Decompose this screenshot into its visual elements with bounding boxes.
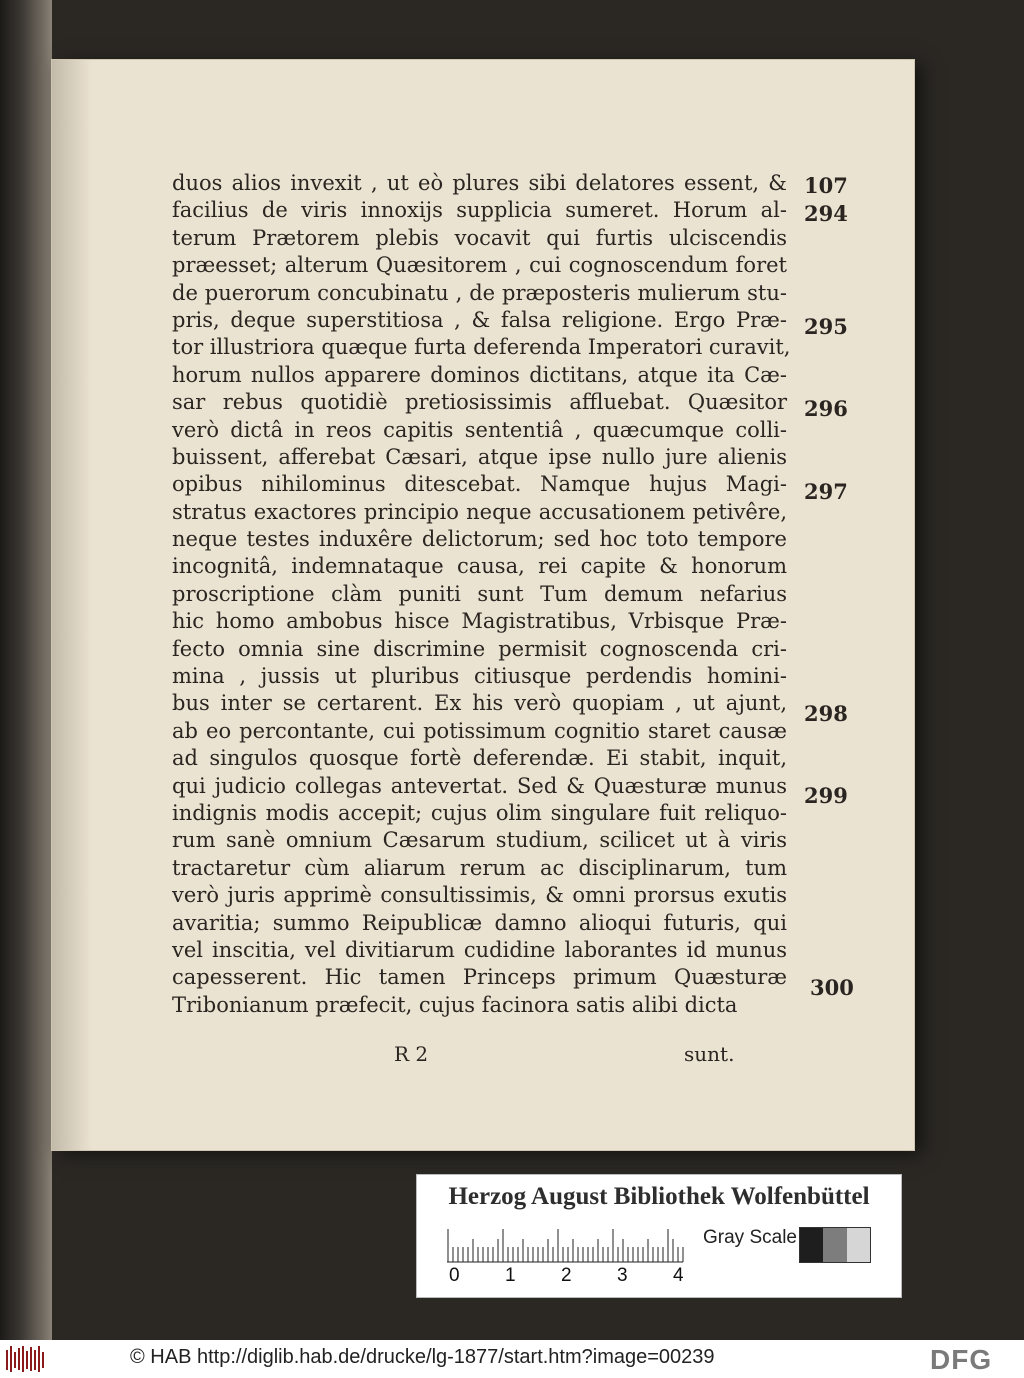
text-line: pris, deque superstitiosa , & falsa religione. Ergo Præ- <box>172 307 787 332</box>
footer-bar <box>0 1340 1024 1378</box>
text-line: tractaretur cùm aliarum rerum ac disciplinarum, tum <box>172 855 787 880</box>
page-footer <box>52 1042 914 1072</box>
ruler-label: 0 <box>449 1265 460 1286</box>
ruler-label: 1 <box>505 1265 516 1286</box>
text-line: facilius de viris innoxijs supplicia sumeret. Horum al- <box>172 198 787 223</box>
text-line: fecto omnia sine discrimine permisit cognoscenda cri- <box>172 636 787 661</box>
grayscale-label: Gray Scale <box>703 1227 797 1248</box>
margin-number: 298 <box>804 701 848 726</box>
gray-patch-dark <box>800 1228 823 1262</box>
text-line: rum sanè omnium Cæsarum studium, scilicet ut à viris <box>172 828 787 853</box>
text-line: buissent, afferebat Cæsari, atque ipse nullo jure alienis <box>172 444 787 469</box>
text-line: Tribonianum præfecit, cujus facinora satis alibi dicta <box>172 992 738 1017</box>
text-line: horum nullos apparere dominos dictitans, atque ita Cæ- <box>172 362 787 387</box>
text-line: capesserent. Hic tamen Princeps primum Quæsturæ <box>172 965 787 990</box>
text-line: præesset; alterum Quæsitorem , cui cognoscendum foret <box>172 253 787 278</box>
ruler-label: 4 <box>673 1265 684 1286</box>
gray-patch-light <box>847 1228 870 1262</box>
gray-patch-mid <box>823 1228 846 1262</box>
margin-number: 299 <box>804 783 848 808</box>
text-line: incognitâ, indemnataque causa, rei capite & honorum <box>172 554 787 579</box>
margin-number: 294 <box>804 201 848 226</box>
ruler-labels <box>447 1265 707 1289</box>
ruler-label: 2 <box>561 1265 572 1286</box>
text-line: vel inscitia, vel divitiarum cudidine laborantes id munus <box>172 937 787 962</box>
text-line: terum Prætorem plebis vocavit qui furtis ulciscendis <box>172 225 787 250</box>
text-line: opibus nihilominus ditescebat. Namque hujus Magi- <box>172 472 787 497</box>
margin-number: 300 <box>810 975 854 1000</box>
book-page <box>52 60 914 1150</box>
book-gutter <box>0 0 52 1340</box>
barcode-icon <box>6 1346 46 1372</box>
margin-number: 107 <box>804 173 848 198</box>
copyright-link[interactable]: © HAB http://diglib.hab.de/drucke/lg-1877/start.htm?image=00239 <box>130 1346 715 1368</box>
signature-mark: R 2 <box>394 1042 429 1066</box>
text-line: hic homo ambobus hisce Magistratibus, Vrbisque Præ- <box>172 609 787 634</box>
page-text <box>172 170 791 1019</box>
margin-number: 296 <box>804 396 848 421</box>
text-line: tor illustriora quæque furta deferenda Imperatori curavit, <box>172 335 791 360</box>
text-line: indignis modis accepit; cujus olim singulare fuit reliquo- <box>172 800 787 825</box>
text-line: de puerorum concubinatu , de præposteris mulierum stu- <box>172 280 787 305</box>
margin-number: 297 <box>804 479 848 504</box>
text-line: verò dictâ in reos capitis sententiâ , quæcumque colli- <box>172 417 787 442</box>
margin-number: 295 <box>804 314 848 339</box>
text-line: stratus exactores principio neque accusationem petivêre, <box>172 499 787 524</box>
text-line: ab eo percontante, cui potissimum cognitio staret causæ <box>172 718 787 743</box>
text-line: bus inter se certarent. Ex his verò quopiam , ut ajunt, <box>172 691 787 716</box>
text-line: qui judicio collegas antevertat. Sed & Quæsturæ munus <box>172 773 787 798</box>
ruler-label: 3 <box>617 1265 628 1286</box>
text-line: ad singulos quosque fortè deferendæ. Ei stabit, inquit, <box>172 746 787 771</box>
text-line: duos alios invexit , ut eò plures sibi delatores essent, & <box>172 171 787 195</box>
catchword: sunt. <box>684 1042 735 1066</box>
text-line: verò juris apprimè consultissimis, & omni prorsus exutis <box>172 883 787 908</box>
text-line: sar rebus quotidiè pretiosissimis affluebat. Quæsitor <box>172 390 787 415</box>
text-line: avaritia; summo Reipublicæ damno alioqui futuris, qui <box>172 910 787 935</box>
library-name: Herzog August Bibliothek Wolfenbüttel <box>448 1183 870 1210</box>
library-color-card <box>416 1174 902 1298</box>
text-line: neque testes induxêre delictorum; sed hoc toto tempore <box>172 527 787 552</box>
scale-ruler <box>447 1229 687 1263</box>
text-line: mina , jussis ut pluribus citiusque perdendis homini- <box>172 664 787 689</box>
text-line: proscriptione clàm puniti sunt Tum demum nefarius <box>172 581 787 606</box>
dfg-logo: DFG <box>930 1344 993 1375</box>
grayscale-swatch <box>799 1227 871 1263</box>
